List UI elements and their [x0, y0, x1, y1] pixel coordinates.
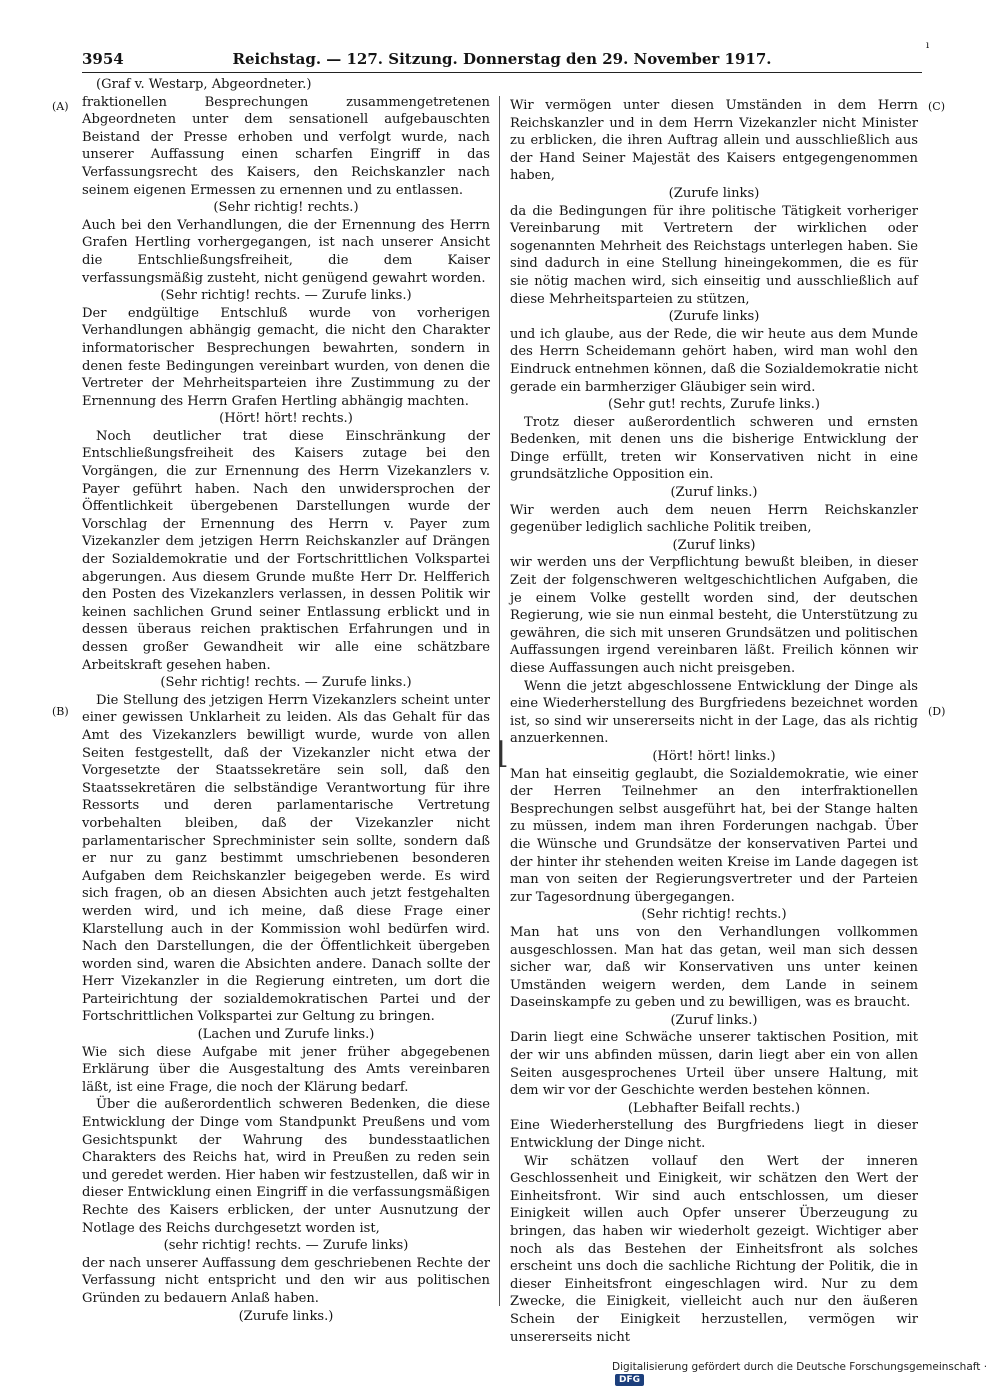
interjection: (Lachen und Zurufe links.)	[197, 1027, 375, 1043]
paragraph: Man hat uns von den Verhandlungen vollkommen ausgeschlossen. Man hat das getan, weil man sich dessen sicher war, daß wir Konservativen uns unter keinen Umständen weigern werden, dem Lande in seinem Daseinskampfe zu geben und zu bewilligen, was es braucht.	[510, 924, 918, 1011]
dfg-logo: DFG	[615, 1374, 644, 1386]
interjection: (Hört! hört! rechts.)	[219, 411, 353, 427]
interjection: (Sehr gut! rechts, Zurufe links.)	[608, 397, 820, 413]
paragraph: Man hat einseitig geglaubt, die Sozialdemokratie, wie einer der Herren Teilnehmer an den interfraktionellen Besprechungen selbst ausgeführt hat, bei der Stange halten zu müssen, indem man ihren Forderungen nachgab. Über die Wünsche und Grundsätze der konservativen Partei und der hinter ihr stehenden weiten Kreise im Lande dagegen ist man von seiten der Regierungsvertreter und der Parteien zur Tagesordnung übergegangen.	[510, 766, 918, 905]
column-divider	[499, 96, 500, 1306]
paragraph: fraktionellen Besprechungen zusammengetretenen Abgeordneten unter dem sensationell aufgebauschten Beistand der Presse erhoben und verfolgt wurde, nach unserer Auffassung einen scharfen Eingriff in das Verfassungsrecht des Kaisers, den Reichskanzler nach seinem eigenen Ermessen zu ernennen und zu entlassen.	[82, 94, 490, 198]
interjection: (Sehr richtig! rechts.)	[641, 907, 787, 923]
interjection: (Zurufe links.)	[238, 1308, 334, 1324]
paragraph: Trotz dieser außerordentlich schweren und ernsten Bedenken, mit denen uns die bisherige Entwicklung der Dinge erfüllt, treten wir Konservativen nicht in eine grundsätzliche Opposition ein.	[510, 414, 918, 483]
paragraph: Noch deutlicher trat diese Einschränkung der Entschließungsfreiheit des Kaisers zutage bei den Vorgängen, die zur Ernennung des Herrn Vizekanzlers v. Payer geführt haben. Nach den unwidersprochen der Öffentlichkeit übergebenen Darstellungen wurde der Vorschlag der Ernennung des Herrn v. Payer zum Vizekanzler dem jetzigen Herrn Reichskanzler auf Drängen der Sozialdemokratie und der Fortschrittlichen Volkspartei abgerungen. Aus diesem Grunde mußte Herr Dr. Helfferich den Posten des Vizekanzlers verlassen, in dessen Politik wir keinen sachlichen Grund seiner Entlassung erblickt und in dessen überaus reichen praktischen Erfahrungen und in dessen großer Gewandheit wir alle eine schätzbare Arbeitskraft gesehen haben.	[82, 428, 490, 673]
margin-mark-a: (A)	[52, 100, 69, 113]
page-header	[82, 50, 922, 73]
paragraph: Darin liegt eine Schwäche unserer taktischen Position, mit der wir uns abfinden müssen, darin liegt aber ein von allen Seiten ausgesprochenes Urteil über unsere Haltung, mit dem wir vor der Geschichte werden bestehen können.	[510, 1030, 918, 1099]
margin-mark-c: (C)	[928, 100, 945, 113]
paragraph: Wie sich diese Aufgabe mit jener früher abgegebenen Erklärung über die Ausgestaltung des Amts vereinbaren läßt, ist eine Frage, die noch der Klärung bedarf.	[82, 1044, 490, 1095]
paragraph: Wenn die jetzt abgeschlossene Entwicklung der Dinge als eine Wiederherstellung des Burgfriedens bezeichnet worden ist, so sind wir unsererseits nicht in der Lage, das als richtig anzuerkennen.	[510, 678, 918, 747]
paragraph: Wir werden auch dem neuen Herrn Reichskanzler gegenüber lediglich sachliche Politik treiben,	[510, 502, 918, 536]
interjection: (Zuruf links.)	[670, 485, 758, 501]
page-title: Reichstag. — 127. Sitzung. Donnerstag den 29. November 1917.	[232, 50, 772, 68]
margin-mark-d: (D)	[928, 705, 946, 718]
paragraph: Auch bei den Verhandlungen, die der Ernennung des Herrn Grafen Hertling vorhergegangen, ist nach unserer Ansicht die Entschließungsfreiheit, die dem Kaiser verfassungsmäßig zusteht, nicht genügend gewahrt worden.	[82, 217, 490, 286]
speaker-byline: (Graf v. Westarp, Abgeordneter.)	[96, 77, 312, 92]
right-column	[510, 97, 918, 1346]
insertion-bracket-icon: ⌊	[497, 736, 509, 771]
paragraph: Eine Wiederherstellung des Burgfriedens liegt in dieser Entwicklung der Dinge nicht.	[510, 1118, 918, 1152]
paragraph: und ich glaube, aus der Rede, die wir heute aus dem Munde des Herrn Scheidemann gehört haben, wird man wohl den Eindruck entnehmen können, daß die Sozialdemokratie nicht gerade ein barmherziger Gläubiger sein wird.	[510, 326, 918, 395]
paragraph: Wir vermögen unter diesen Umständen in dem Herrn Reichskanzler und in dem Herrn Vizekanzler nicht Minister zu erblicken, die ihren Auftrag allein und ausschließlich aus der Hand Seiner Majestät des Kaisers entgegengenommen haben,	[510, 98, 918, 184]
page-number: 3954	[82, 50, 124, 68]
interjection: (Zuruf links.)	[670, 1012, 758, 1028]
interjection: (Zurufe links)	[668, 185, 760, 201]
interjection: (Sehr richtig! rechts. — Zurufe links.)	[160, 288, 412, 304]
paragraph: der nach unserer Auffassung dem geschriebenen Rechte der Verfassung nicht entspricht und den wir aus politischen Gründen zu bedauern Anlaß haben.	[82, 1255, 490, 1306]
paragraph: wir werden uns der Verpflichtung bewußt bleiben, in dieser Zeit der folgenschweren weltgeschichtlichen Aufgaben, die je einem Volke gestellt worden sind, der deutschen Regierung, wie sie nun einmal besteht, die Unterstützung zu gewähren, die sich mit unseren Grundsätzen und politischen Auffassungen irgend vereinbaren läßt. Freilich können wir diese Auffassungen auch nicht preisgeben.	[510, 555, 918, 676]
interjection: (Zuruf links)	[672, 537, 756, 553]
interjection: (Sehr richtig! rechts.)	[213, 200, 359, 216]
footer-text: Digitalisierung gefördert durch die Deutsche Forschungsgemeinschaft ·	[612, 1361, 988, 1373]
interjection: (Hört! hört! links.)	[652, 748, 776, 764]
paragraph: Über die außerordentlich schweren Bedenken, die diese Entwicklung der Dinge vom Standpunkt Preußens und vom Gesichtspunkt der Wahrung des bundesstaatlichen Charakters des Reichs hat, wird in Preußen zu reden sein und geredet werden. Hier haben wir festzustellen, daß wir in dieser Entwicklung einen Eingriff in die verfassungsmäßigen Rechte des Kaisers erblicken, der unter Ausnutzung der Notlage des Reichs durchgesetzt worden ist,	[82, 1097, 490, 1236]
interjection: (Sehr richtig! rechts. — Zurufe links.)	[160, 675, 412, 691]
interjection: (sehr richtig! rechts. — Zurufe links)	[163, 1238, 409, 1254]
paragraph: Die Stellung des jetzigen Herrn Vizekanzlers scheint unter einer gewissen Unklarheit zu leiden. Als das Gehalt für das Amt des Vizekanzlers bewilligt wurde, wurde von allen Seiten festgestellt, daß der Vizekanzler nicht etwa der Vorgesetzte der Staatssekretäre sein soll, daß den Staatssekretären die selbständige Verantwortung für ihre Ressorts und deren parlamentarische Vertretung vorbehalten bleiben, daß der Vizekanzler nicht parlamentarischer Sprechminister sein sollte, sondern daß er nur zu ganz bestimmt umschriebenen besonderen Aufgaben dem Reichskanzler beigegeben werde. Es wird sich fragen, ob an diesen Absichten auch jetzt festgehalten werden wird, und ich meine, daß diese Frage einer Klarstellung auch in der Kommission wohl bedürfen wird. Nach den Darstellungen, die der Öffentlichkeit übergeben worden sind, waren die Absichten andere. Danach sollte der Herr Vizekanzler in die Regierung eintreten, um dort die Parteirichtung der sozialdemokratischen Partei und der Fortschrittlichen Volkspartei zur Geltung zu bringen.	[82, 692, 490, 1025]
paragraph: Der endgültige Entschluß wurde von vorherigen Verhandlungen abhängig gemacht, die nicht den Charakter informatorischer Besprechungen bewahrten, sondern in denen feste Bedingungen vereinbart wurden, von denen die Vertreter der Mehrheitsparteien ihre Zustimmung zu der Ernennung des Herrn Grafen Hertling abhängig machten.	[82, 305, 490, 409]
margin-mark-b: (B)	[52, 705, 69, 718]
paragraph: da die Bedingungen für ihre politische Tätigkeit vorheriger Vereinbarung mit Vertretern der wirklichen oder sogenannten Mehrheit des Reichstags unterlegen haben. Sie sind dadurch in eine Stellung hineingekommen, die es für sie nötig machen wird, sich einseitig und ausschließlich auf diese Mehrheitsparteien zu stützen,	[510, 203, 918, 307]
paragraph: Wir schätzen vollauf den Wert der inneren Geschlossenheit und Einigkeit, wir schätzen den Wert der Einheitsfront. Wir sind auch entschlossen, um dieser Einigkeit willen auch Opfer unserer Überzeugung zu bringen, das haben wir wiederholt gezeigt. Wichtiger aber noch als das Bestehen der Einheitsfront als solches erscheint uns doch die sachliche Richtung der Politik, die in dieser Einheitsfront eingeschlagen wird. Nur zu dem Zwecke, die Einigkeit, vielleicht auch nur den äußeren Schein der Einigkeit herzustellen, vermögen wir unsererseits nicht	[510, 1153, 918, 1345]
left-column	[82, 76, 490, 1325]
interjection: (Lebhafter Beifall rechts.)	[627, 1100, 801, 1116]
interjection: (Zurufe links)	[668, 309, 760, 325]
corner-mark: ı	[926, 40, 930, 51]
digitization-footer	[612, 1361, 1000, 1386]
